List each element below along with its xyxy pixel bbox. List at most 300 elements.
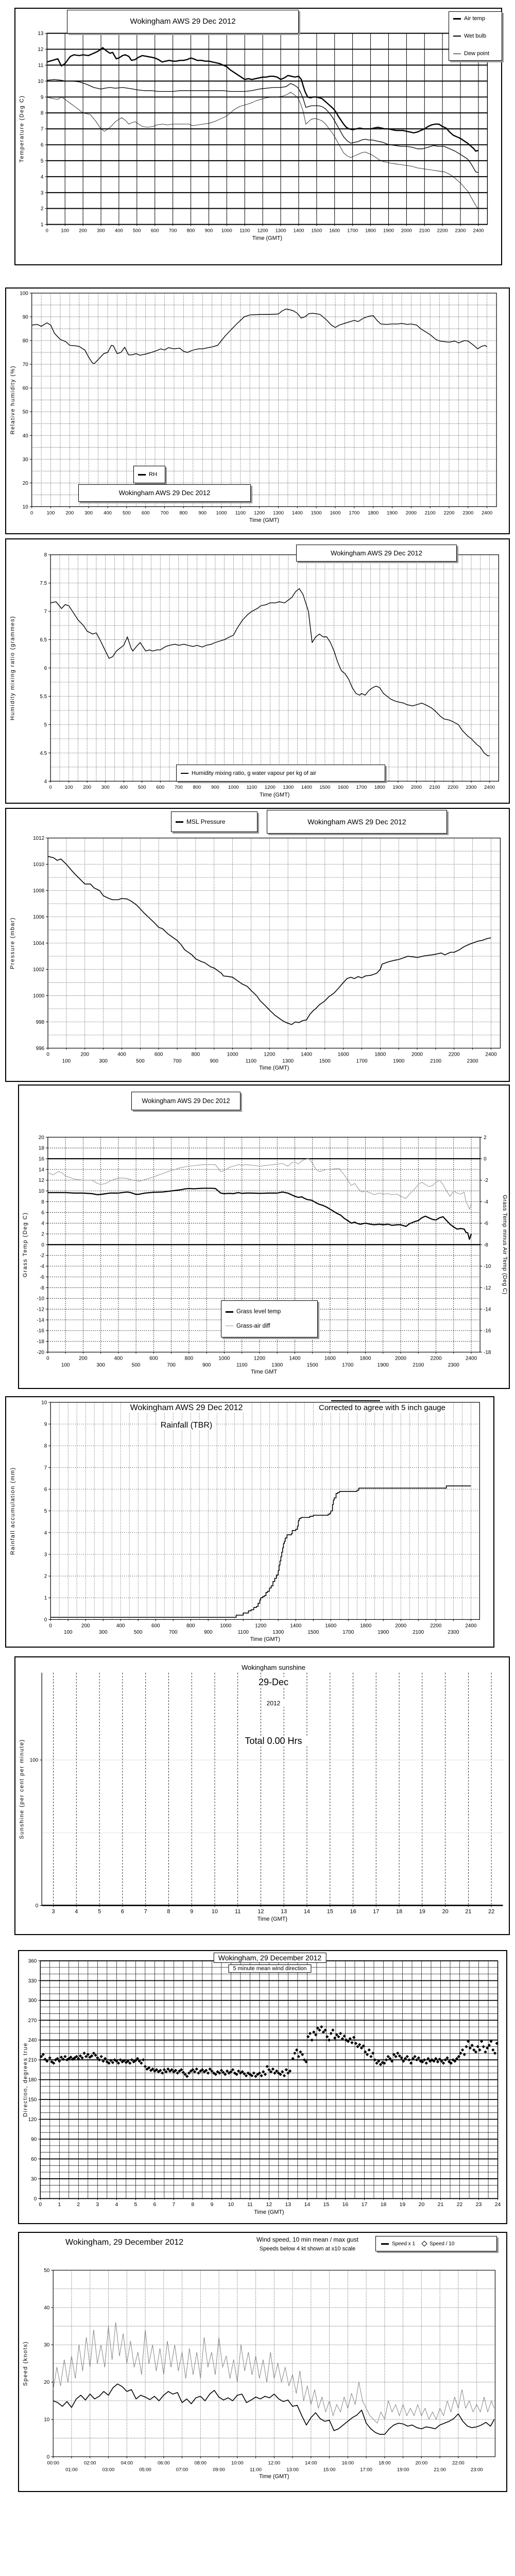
svg-text:13: 13 [285,2202,291,2208]
svg-text:1700: 1700 [349,510,360,516]
svg-text:800: 800 [186,1623,195,1629]
legend-item [381,2241,415,2247]
svg-text:0: 0 [35,1903,39,1909]
svg-text:16: 16 [38,1156,44,1162]
svg-text:1300: 1300 [273,510,284,516]
svg-text:100: 100 [63,1630,73,1636]
wind-speed-note: Wind speed, 10 min mean / max gust [256,2236,359,2243]
svg-text:9: 9 [40,94,44,100]
svg-text:2100: 2100 [413,1630,424,1636]
svg-text:5.5: 5.5 [40,693,47,700]
chart-panel-humidity-mixing-ratio [5,538,510,804]
svg-text:800: 800 [179,510,188,516]
svg-text:1: 1 [44,1595,47,1601]
svg-text:8: 8 [40,110,44,116]
svg-text:1200: 1200 [255,1623,267,1629]
svg-text:01:00: 01:00 [65,2466,78,2472]
svg-text:1900: 1900 [387,510,398,516]
svg-text:1500: 1500 [307,1630,319,1636]
svg-text:2000: 2000 [401,227,412,233]
svg-text:16:00: 16:00 [341,2460,354,2466]
svg-text:800: 800 [186,227,195,233]
svg-text:500: 500 [131,1362,141,1368]
svg-text:23: 23 [475,2202,482,2208]
svg-text:4: 4 [115,2202,118,2208]
svg-text:05:00: 05:00 [139,2466,151,2472]
svg-text:800: 800 [191,1052,200,1058]
svg-text:0: 0 [39,2202,42,2208]
svg-text:300: 300 [97,227,105,233]
svg-text:Temperature (Deg C): Temperature (Deg C) [19,95,25,163]
svg-text:1008: 1008 [33,888,45,894]
svg-text:23:00: 23:00 [470,2466,483,2472]
svg-text:1800: 1800 [365,227,376,233]
svg-text:03:00: 03:00 [102,2466,115,2472]
speed-div10-diamond-icon [421,2241,427,2246]
svg-text:13: 13 [38,31,44,37]
svg-text:60: 60 [31,2156,37,2162]
svg-text:700: 700 [160,510,169,516]
svg-text:900: 900 [202,1362,211,1368]
svg-text:7: 7 [144,1908,147,1915]
legend-label: Grass level temp [236,1309,281,1315]
svg-text:900: 900 [211,784,219,790]
air-temp-line-icon [453,18,461,20]
svg-text:2300: 2300 [448,1362,459,1368]
svg-text:-8: -8 [40,1285,44,1291]
svg-text:1200: 1200 [264,1052,276,1058]
svg-text:900: 900 [198,510,207,516]
svg-text:300: 300 [98,1630,108,1636]
svg-text:700: 700 [173,1058,182,1064]
svg-text:1000: 1000 [218,1355,230,1362]
svg-text:100: 100 [62,1058,71,1064]
svg-text:09:00: 09:00 [213,2466,225,2472]
svg-text:-18: -18 [484,1349,491,1355]
svg-text:200: 200 [79,227,87,233]
svg-text:14: 14 [304,2202,311,2208]
svg-text:1900: 1900 [383,227,394,233]
svg-text:16: 16 [350,1908,356,1915]
chart-title: Wokingham sunshine [236,1664,311,1671]
svg-text:00:00: 00:00 [47,2460,60,2466]
svg-text:0: 0 [46,2454,50,2461]
svg-text:0: 0 [484,1156,487,1162]
svg-text:50: 50 [22,409,28,415]
svg-text:2: 2 [41,1231,44,1238]
svg-text:19:00: 19:00 [397,2466,409,2472]
svg-text:11:00: 11:00 [250,2466,262,2472]
svg-text:2300: 2300 [462,510,474,516]
svg-text:1900: 1900 [377,1362,389,1368]
svg-text:40: 40 [22,433,28,439]
svg-text:21: 21 [437,2202,444,2208]
svg-text:1800: 1800 [360,1623,372,1629]
svg-text:150: 150 [28,2097,37,2103]
svg-text:1500: 1500 [311,227,322,233]
chart-title: Wokingham, 29 December 2012 [214,1953,327,1963]
svg-text:2400: 2400 [466,1355,477,1362]
svg-text:500: 500 [132,227,141,233]
svg-text:20: 20 [38,1134,44,1141]
svg-text:Time GMT: Time GMT [250,1369,278,1376]
chart-panel-relative-humidity [5,287,510,534]
svg-text:5: 5 [44,722,47,728]
svg-text:Time (GMT): Time (GMT) [249,517,280,524]
svg-text:100: 100 [61,1362,70,1368]
svg-text:2000: 2000 [405,510,417,516]
svg-text:7: 7 [172,2202,176,2208]
svg-text:0: 0 [44,1617,47,1623]
svg-text:1700: 1700 [342,1630,354,1636]
svg-text:1500: 1500 [306,1362,318,1368]
rainfall-line-icon [331,1400,380,1401]
chart-title: Wokingham AWS 29 Dec 2012 [78,484,251,502]
svg-text:-6: -6 [40,1274,44,1280]
svg-text:8: 8 [44,552,47,558]
temperature-plot [15,9,501,264]
chart-title: Wokingham AWS 29 Dec 2012 [296,545,457,562]
svg-text:1100: 1100 [245,1058,257,1064]
svg-text:12: 12 [266,2202,272,2208]
svg-text:900: 900 [204,1630,213,1636]
correction-note: Corrected to agree with 5 inch gauge [316,1403,449,1412]
svg-text:300: 300 [101,784,110,790]
chart-panel-grass-temperature [18,1084,510,1389]
svg-text:10: 10 [38,78,44,84]
svg-text:12: 12 [38,47,44,53]
svg-text:02:00: 02:00 [84,2460,96,2466]
svg-text:24: 24 [494,2202,501,2208]
svg-text:4: 4 [75,1908,78,1915]
legend-item [171,818,226,825]
svg-text:10:00: 10:00 [231,2460,244,2466]
svg-text:-18: -18 [37,1339,44,1345]
svg-text:18: 18 [380,2202,387,2208]
svg-text:Time (GMT): Time (GMT) [259,2473,289,2480]
legend-label: Dew point [464,50,489,57]
svg-text:1300: 1300 [283,784,294,790]
svg-text:1600: 1600 [324,1355,336,1362]
speed-x1-line-icon [381,2243,389,2245]
legend-item [449,33,502,39]
svg-text:19: 19 [399,2202,406,2208]
svg-text:2100: 2100 [424,510,436,516]
svg-text:11: 11 [38,62,44,69]
svg-text:1300: 1300 [275,227,286,233]
svg-text:12: 12 [38,1178,44,1184]
svg-text:22: 22 [488,1908,495,1915]
svg-text:200: 200 [83,784,92,790]
svg-text:700: 700 [168,227,177,233]
svg-text:1000: 1000 [221,227,232,233]
svg-text:300: 300 [84,510,93,516]
svg-text:Pressure (mbar): Pressure (mbar) [9,917,16,970]
svg-text:1: 1 [58,2202,61,2208]
svg-text:1200: 1200 [257,227,268,233]
svg-text:1600: 1600 [330,510,341,516]
svg-text:10: 10 [44,2417,50,2423]
svg-text:100: 100 [61,227,70,233]
svg-text:-6: -6 [484,1221,488,1227]
svg-text:3: 3 [96,2202,99,2208]
svg-text:2200: 2200 [443,510,455,516]
legend-label: Grass-air diff [236,1323,270,1329]
svg-text:500: 500 [138,784,146,790]
svg-text:-14: -14 [484,1307,491,1313]
svg-text:6: 6 [121,1908,124,1915]
svg-text:1700: 1700 [356,784,367,790]
chart-title: Wokingham AWS 29 Dec 2012 [127,1403,246,1413]
svg-text:700: 700 [174,784,183,790]
legend [133,466,165,483]
svg-text:2200: 2200 [437,227,448,233]
svg-text:2000: 2000 [411,784,422,790]
svg-text:30: 30 [22,456,28,463]
svg-text:1400: 1400 [290,1623,302,1629]
svg-text:2: 2 [77,2202,80,2208]
svg-text:-16: -16 [484,1328,491,1334]
svg-text:400: 400 [115,227,123,233]
legend [171,811,258,832]
svg-text:2000: 2000 [394,1355,407,1362]
wind-speed-scale-note: Speeds below 4 kt shown at x10 scale [259,2246,356,2252]
legend [375,2236,497,2251]
svg-text:300: 300 [28,1998,37,2004]
svg-text:-8: -8 [484,1242,488,1248]
svg-text:3: 3 [44,1552,47,1558]
svg-text:04:00: 04:00 [121,2460,133,2466]
svg-text:-12: -12 [37,1307,44,1313]
rainfall-plot [6,1397,493,1647]
svg-text:1800: 1800 [374,1052,386,1058]
svg-text:1500: 1500 [319,1058,331,1064]
svg-text:8: 8 [41,1199,44,1205]
svg-text:1900: 1900 [393,1058,405,1064]
svg-text:21:00: 21:00 [434,2466,446,2472]
svg-text:600: 600 [150,227,159,233]
svg-text:800: 800 [184,1355,194,1362]
svg-text:500: 500 [133,1630,143,1636]
svg-text:-10: -10 [37,1296,44,1302]
svg-text:1600: 1600 [325,1623,337,1629]
svg-text:80: 80 [22,338,28,344]
chart-date: 29-Dec [253,1677,294,1688]
svg-text:1010: 1010 [33,862,45,868]
legend-label: MSL Pressure [186,818,226,825]
legend-item [221,1323,317,1329]
sunshine-plot [15,1657,509,1934]
svg-text:600: 600 [141,510,150,516]
svg-text:20: 20 [44,2380,50,2386]
svg-text:2000: 2000 [395,1623,407,1629]
svg-text:2400: 2400 [484,784,495,790]
svg-text:18: 18 [396,1908,403,1915]
chart-panel-wind-direction [18,1950,507,2224]
svg-text:-20: -20 [37,1349,44,1355]
svg-text:4: 4 [44,778,47,785]
svg-text:400: 400 [116,1623,125,1629]
svg-text:Time (GMT): Time (GMT) [252,235,283,242]
chart-title: Wokingham AWS 29 Dec 2012 [267,810,447,834]
svg-text:07:00: 07:00 [176,2466,188,2472]
svg-text:06:00: 06:00 [158,2460,170,2466]
svg-text:4.5: 4.5 [40,750,47,756]
svg-text:1000: 1000 [227,1052,238,1058]
svg-text:Time (GMT): Time (GMT) [259,1065,289,1072]
svg-text:Rainfall accumulation (mm): Rainfall accumulation (mm) [9,1467,16,1555]
svg-text:-2: -2 [40,1253,44,1259]
svg-text:500: 500 [136,1058,145,1064]
svg-text:4: 4 [41,1221,44,1227]
svg-text:1600: 1600 [337,784,349,790]
svg-text:17:00: 17:00 [360,2466,372,2472]
legend-item [449,15,502,22]
svg-text:12: 12 [258,1908,264,1915]
svg-text:330: 330 [28,1978,37,1984]
svg-text:8: 8 [191,2202,195,2208]
svg-text:6: 6 [44,1486,47,1493]
svg-text:2: 2 [44,1573,47,1580]
svg-text:1800: 1800 [368,510,379,516]
svg-text:1400: 1400 [289,1355,301,1362]
legend-item [134,471,157,478]
legend-label: Speed / 10 [430,2241,455,2247]
svg-text:6: 6 [44,666,47,672]
chart-panel-pressure [5,808,510,1082]
wet-bulb-line-icon [453,36,461,37]
svg-text:2200: 2200 [430,1355,442,1362]
svg-text:4: 4 [40,174,44,180]
svg-text:20: 20 [418,2202,425,2208]
svg-text:-16: -16 [37,1328,44,1334]
svg-text:210: 210 [28,2057,37,2063]
svg-text:Time (GMT): Time (GMT) [254,2209,284,2216]
legend-label: RH [149,471,157,478]
legend-item [422,2241,454,2247]
svg-text:18: 18 [38,1145,44,1151]
svg-text:17: 17 [361,2202,368,2208]
svg-text:18:00: 18:00 [379,2460,391,2466]
svg-text:9: 9 [190,1908,194,1915]
svg-text:1100: 1100 [239,227,250,233]
svg-text:2200: 2200 [448,784,458,790]
svg-text:100: 100 [29,1757,39,1764]
svg-text:90: 90 [31,2137,37,2143]
svg-text:Humidity mixing ratio (grammes: Humidity mixing ratio (grammes) [9,615,16,721]
svg-text:998: 998 [36,1019,45,1025]
svg-text:1700: 1700 [356,1058,368,1064]
svg-text:100: 100 [46,510,55,516]
svg-text:Time (GMT): Time (GMT) [257,1916,288,1923]
chart-title: Wokingham AWS 29 Dec 2012 [131,1092,241,1110]
svg-text:0: 0 [45,227,48,233]
svg-text:-2: -2 [484,1178,488,1184]
svg-text:08:00: 08:00 [194,2460,207,2466]
svg-text:2100: 2100 [419,227,430,233]
svg-text:11: 11 [234,1908,241,1915]
svg-text:-10: -10 [484,1264,491,1270]
svg-text:13: 13 [281,1908,287,1915]
svg-text:200: 200 [80,1052,90,1058]
svg-text:Time (GMT): Time (GMT) [260,792,290,799]
svg-text:16: 16 [342,2202,349,2208]
svg-text:500: 500 [122,510,131,516]
svg-text:14: 14 [303,1908,311,1915]
sunshine-total: Total 0.00 Hrs [239,1736,307,1747]
svg-text:1900: 1900 [377,1630,389,1636]
svg-text:360: 360 [28,1958,37,1964]
svg-text:Speed (knots): Speed (knots) [22,2341,29,2386]
legend-item [221,1309,317,1315]
svg-text:1600: 1600 [329,227,340,233]
svg-text:300: 300 [99,1058,108,1064]
svg-text:7: 7 [44,609,47,615]
chart-panel-rainfall [5,1396,494,1648]
svg-text:70: 70 [22,362,28,368]
legend-label: Air temp [464,15,485,22]
svg-text:1200: 1200 [264,784,276,790]
svg-text:2400: 2400 [482,510,493,516]
svg-text:0: 0 [49,784,52,790]
svg-text:12:00: 12:00 [268,2460,281,2466]
chart-subtitle: Rainfall (TBR) [158,1421,215,1430]
svg-text:14: 14 [38,1167,44,1173]
svg-text:Sunshine (per cent per minute): Sunshine (per cent per minute) [19,1739,25,1839]
svg-text:9: 9 [44,1421,47,1428]
svg-text:240: 240 [28,2038,37,2044]
svg-text:1500: 1500 [311,510,322,516]
svg-text:10: 10 [211,1908,218,1915]
svg-text:0: 0 [46,1052,49,1058]
svg-text:1100: 1100 [237,1630,249,1636]
svg-text:600: 600 [151,1623,160,1629]
wind-speed-plot [19,2233,506,2491]
svg-text:1300: 1300 [271,1362,283,1368]
svg-text:20:00: 20:00 [415,2460,428,2466]
svg-text:1100: 1100 [235,510,246,516]
svg-text:30: 30 [44,2342,50,2348]
svg-text:120: 120 [28,2117,37,2123]
svg-text:1100: 1100 [246,784,258,790]
svg-text:7: 7 [44,1465,47,1471]
svg-text:1300: 1300 [272,1630,284,1636]
svg-text:-12: -12 [484,1285,491,1291]
svg-text:10: 10 [41,1400,47,1406]
svg-text:1700: 1700 [342,1362,354,1368]
humidity-mixing-ratio-plot [6,539,509,803]
pressure-line-icon [176,821,183,823]
svg-text:2400: 2400 [485,1052,497,1058]
svg-text:400: 400 [117,1052,126,1058]
svg-text:2300: 2300 [467,1058,478,1064]
svg-text:6: 6 [153,2202,157,2208]
chart-subtitle: 5 minute mean wind direction [228,1964,311,1973]
svg-text:60: 60 [22,385,28,392]
svg-text:8: 8 [167,1908,170,1915]
svg-text:1000: 1000 [33,993,45,999]
svg-text:400: 400 [119,784,128,790]
svg-text:6: 6 [41,1210,44,1216]
svg-text:2300: 2300 [448,1630,459,1636]
svg-text:5: 5 [44,1509,47,1515]
wind-direction-plot [19,1951,506,2223]
svg-text:1500: 1500 [319,784,331,790]
svg-text:600: 600 [156,784,165,790]
svg-text:100: 100 [20,291,28,297]
legend-label: Humidity mixing ratio, g water vapour per kg of air [192,770,317,776]
svg-text:2100: 2100 [413,1362,424,1368]
